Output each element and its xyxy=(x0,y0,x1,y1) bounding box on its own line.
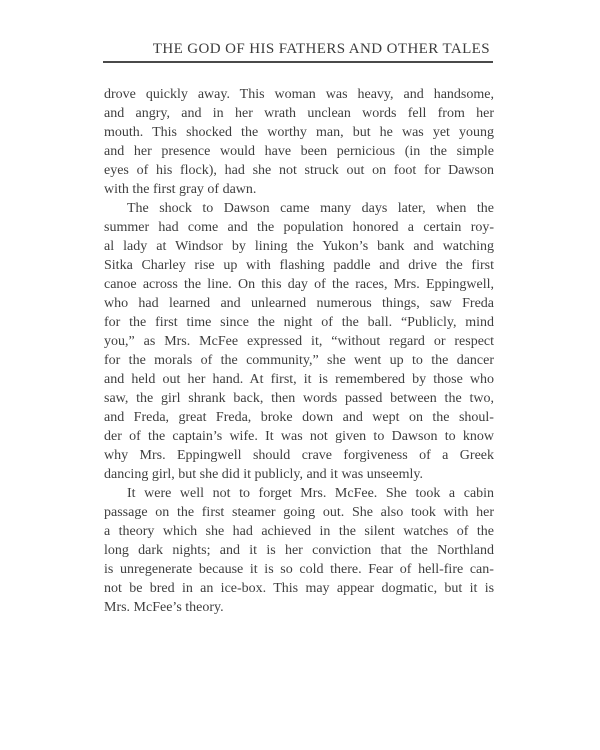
text-line: and angry, and in her wrath unclean words fell from her xyxy=(104,106,495,121)
text-line: dancing girl, but she did it publicly, and it was unseemly. xyxy=(104,467,423,482)
text-line: drove quickly away. This woman was heavy, and handsome, xyxy=(104,87,494,102)
page-header xyxy=(103,40,493,63)
running-head-title: THE GOD OF HIS FATHERS AND OTHER TALES xyxy=(152,41,490,57)
text-line: summer had come and the population honored a certain roy- xyxy=(104,220,495,235)
text-line: for the first time since the night of the ball. “Publicly, mind xyxy=(104,315,495,330)
text-line: who had learned and unlearned numerous things, saw Freda xyxy=(104,296,494,311)
text-line: why Mrs. Eppingwell should crave forgiveness of a Greek xyxy=(104,448,494,463)
text-line: eyes of his flock), had she not struck out on foot for Dawson xyxy=(104,163,494,178)
text-line: a theory which she had achieved in the silent watches of the xyxy=(104,524,494,539)
text-line: passage on the first steamer going out. She also took with her xyxy=(104,505,495,520)
text-line: and Freda, great Freda, broke down and wept on the shoul- xyxy=(104,410,494,425)
text-line: and her presence would have been pernicious (in the simple xyxy=(104,144,494,159)
text-line: canoe across the line. On this day of the races, Mrs. Eppingwell, xyxy=(104,277,494,292)
text-line: It were well not to forget Mrs. McFee. She took a cabin xyxy=(127,486,495,501)
text-line: long dark nights; and it is her conviction that the Northland xyxy=(104,543,494,558)
text-line: der of the captain’s wife. It was not given to Dawson to know xyxy=(104,429,494,444)
text-block xyxy=(104,85,494,617)
text-line: mouth. This shocked the worthy man, but he was yet young xyxy=(104,125,495,140)
text-line: Sitka Charley rise up with flashing paddle and drive the first xyxy=(104,258,494,273)
text-line: not be bred in an ice-box. This may appear dogmatic, but it is xyxy=(104,581,495,596)
text-line: Mrs. McFee’s theory. xyxy=(104,600,224,615)
text-line: you,” as Mrs. McFee expressed it, “without regard or respect xyxy=(104,334,495,349)
text-line: The shock to Dawson came many days later, when the xyxy=(127,201,494,216)
text-line: for the morals of the community,” she went up to the dancer xyxy=(104,353,495,368)
text-line: with the first gray of dawn. xyxy=(104,182,257,197)
text-line: is unregenerate because it is so cold there. Fear of hell-fire can- xyxy=(104,562,494,577)
text-line: al lady at Windsor by lining the Yukon’s bank and watching xyxy=(104,239,495,254)
text-line: saw, the girl shrank back, then words passed between the two, xyxy=(104,391,494,406)
text-line: and held out her hand. At first, it is remembered by those who xyxy=(104,372,495,387)
